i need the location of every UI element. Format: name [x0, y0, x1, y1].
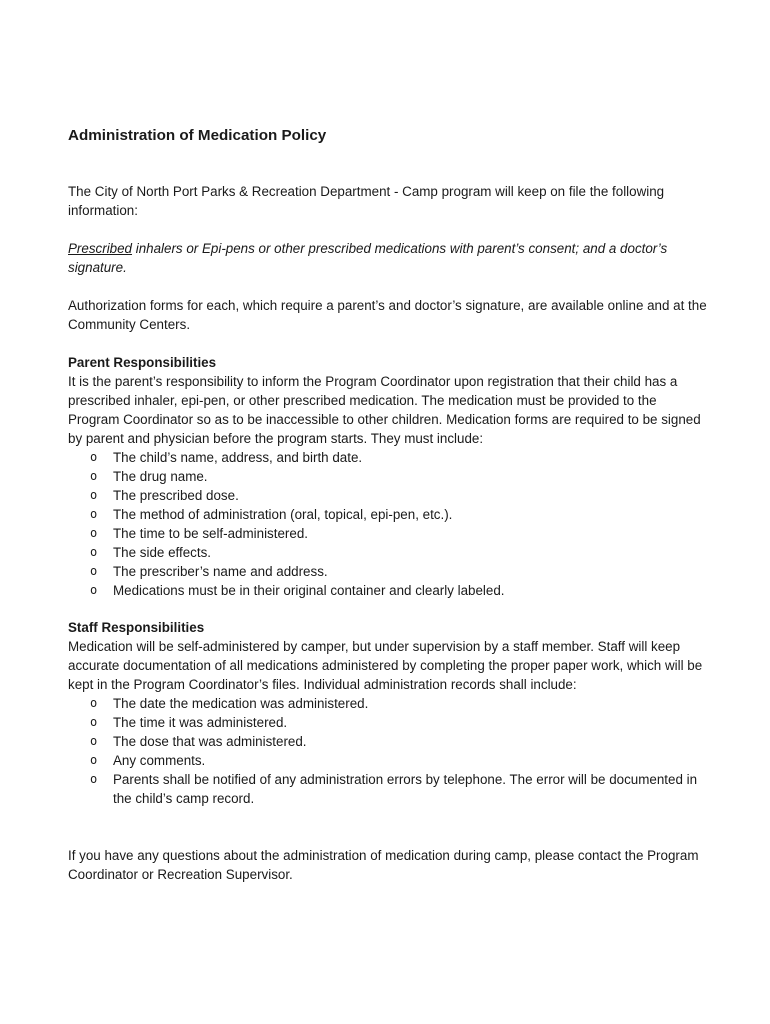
prescribed-underlined-text: Prescribed: [68, 241, 133, 256]
staff-responsibilities-body: Medication will be self-administered by camper, but under supervision by a staff member. Staff will keep accurate documentation of all medications administered by completing the proper paper work, which will be kept in the Program Coordinator’s files. Individual administration records shall include:: [68, 639, 703, 692]
bullet-marker: o: [90, 526, 98, 540]
list-item: [68, 448, 708, 467]
list-item-text: The time to be self-administered.: [113, 526, 308, 541]
parent-responsibilities-body: It is the parent’s responsibility to inform the Program Coordinator upon registration that their child has a prescribed inhaler, epi-pen, or other prescribed medication. The medication must be provided to the Program Coordinator so as to be inaccessible to other children. Medication forms are required to be signed by parent and physician before the program starts. They must include:: [68, 374, 701, 446]
staff-records-list: [68, 694, 708, 808]
bullet-marker: o: [90, 583, 98, 597]
list-item-text: The drug name.: [113, 469, 208, 484]
list-item-text: Medications must be in their original container and clearly labeled.: [113, 583, 505, 598]
list-item: [68, 467, 708, 486]
list-item: [68, 486, 708, 505]
staff-responsibilities-heading: Staff Responsibilities: [68, 620, 205, 635]
parent-responsibilities-heading: Parent Responsibilities: [68, 355, 217, 370]
list-item-text: The child’s name, address, and birth date.: [113, 450, 363, 465]
authorization-paragraph: Authorization forms for each, which require a parent’s and doctor’s signature, are available online and at the Community Centers.: [68, 298, 707, 332]
list-item: [68, 543, 708, 562]
bullet-marker: o: [90, 488, 98, 502]
bullet-marker: o: [90, 734, 98, 748]
intro-paragraph: The City of North Port Parks & Recreation Department - Camp program will keep on file the following information:: [68, 184, 665, 218]
list-item-text: Any comments.: [113, 753, 206, 768]
list-item: [68, 713, 708, 732]
bullet-marker: o: [90, 715, 98, 729]
list-item-text: The side effects.: [113, 545, 212, 560]
list-item-text: The prescribed dose.: [113, 488, 239, 503]
list-item: [68, 524, 708, 543]
bullet-marker: o: [90, 507, 98, 521]
list-item-text: The time it was administered.: [113, 715, 288, 730]
prescribed-rest-text: inhalers or Epi-pens or other prescribed medications with parent’s consent; and a doctor’s signature.: [68, 241, 668, 275]
list-item-text: The dose that was administered.: [113, 734, 307, 749]
bullet-marker: o: [90, 469, 98, 483]
list-item: [68, 562, 708, 581]
list-item-text: Parents shall be notified of any administration errors by telephone. The error will be documented in the child’s camp record.: [113, 772, 698, 806]
list-item-text: The date the medication was administered.: [113, 696, 369, 711]
list-item-text: The method of administration (oral, topical, epi-pen, etc.).: [113, 507, 453, 522]
bullet-marker: o: [90, 450, 98, 464]
list-item: [68, 505, 708, 524]
bullet-marker: o: [90, 753, 98, 767]
page-title: Administration of Medication Policy: [68, 127, 327, 144]
list-item: [68, 581, 708, 600]
bullet-marker: o: [90, 696, 98, 710]
list-item: [68, 770, 708, 808]
bullet-marker: o: [90, 772, 98, 786]
list-item: [68, 751, 708, 770]
closing-paragraph: If you have any questions about the administration of medication during camp, please contact the Program Coordinator or Recreation Supervisor.: [68, 848, 699, 882]
list-item-text: The prescriber’s name and address.: [113, 564, 328, 579]
list-item: [68, 732, 708, 751]
list-item: [68, 694, 708, 713]
prescribed-paragraph: [68, 239, 708, 277]
bullet-marker: o: [90, 564, 98, 578]
parent-requirements-list: [68, 448, 708, 600]
bullet-marker: o: [90, 545, 98, 559]
